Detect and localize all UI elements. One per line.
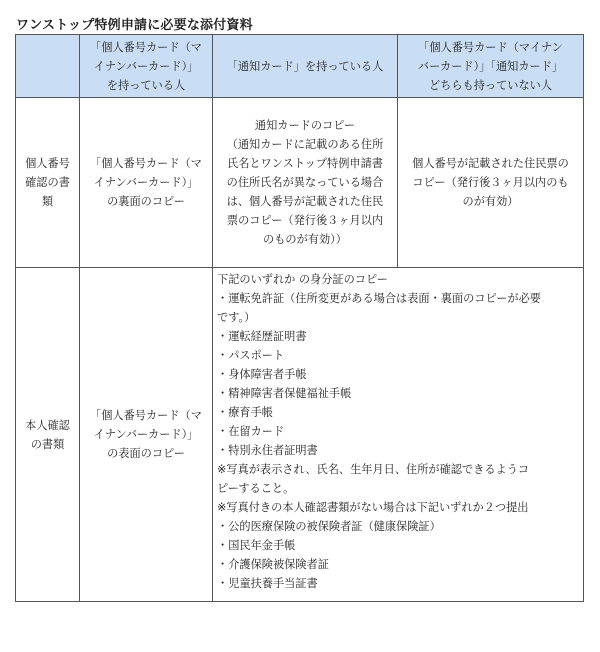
list-item: ピーすること。 (217, 482, 295, 495)
cell-mynumber-front-copy: 「個人番号カード（マ イナンバーカード）」 の表面のコピー (80, 268, 213, 602)
list-item: ・在留カード (217, 425, 285, 438)
list-item: ・身体障害者手帳 (217, 368, 307, 381)
list-item: 下記のいずれか の身分証のコピー (217, 273, 388, 286)
list-item: ・特別永住者証明書 (217, 444, 318, 457)
list-item: ・児童扶養手当証書 (217, 577, 318, 590)
row-label-number-confirmation: 個人番号 確認の書 類 (16, 98, 80, 268)
cell-identity-document-list (213, 268, 584, 602)
header-notification-card-holder: 「通知カード」を持っている人 (213, 35, 398, 98)
list-item: です。） (217, 311, 256, 324)
list-item: ・公的医療保険の被保険者証（健康保険証） (217, 520, 441, 533)
document-title: ワンストップ特例申請に必要な添付資料 (16, 18, 253, 33)
cell-notification-card-copy: 通知カードのコピー （通知カードに記載のある住所 氏名とワンストップ特例申請書 の住所氏名が異なっている場合 は、個人番号が記載された住民 票のコピー（発行後３ヶ月以内 のものが有効）） (213, 98, 398, 268)
row-number-confirmation (16, 98, 584, 268)
list-item: ・療育手帳 (217, 406, 273, 419)
header-row (16, 35, 584, 98)
list-item: ・運転経歴証明書 (217, 330, 307, 343)
list-item: ・運転免許証（住所変更がある場合は表面・裏面のコピーが必要 (217, 292, 541, 305)
list-item: ・介護保険被保険者証 (217, 558, 329, 571)
header-corner-cell (16, 35, 80, 98)
row-label-identity-confirmation: 本人確認 の書類 (16, 268, 80, 602)
list-item: ※写真が表示され、氏名、生年月日、住所が確認できるようコ (217, 463, 530, 476)
list-item: ・精神障害者保健福祉手帳 (217, 387, 352, 400)
header-neither-holder: 「個人番号カード（マイナン バーカード）」「通知カード」 どちらも持っていない人 (398, 35, 584, 98)
cell-resident-record-copy: 個人番号が記載された住民票の コピー（発行後３ヶ月以内のも のが有効） (398, 98, 584, 268)
list-item: ※写真付きの本人確認書類がない場合は下記いずれか２つ提出 (217, 501, 529, 514)
row-identity-confirmation (16, 268, 584, 602)
required-documents-table (15, 34, 584, 602)
header-mynumber-card-holder: 「個人番号カード（マ イナンバーカード）」 を持っている人 (80, 35, 213, 98)
list-item: ・パスポート (217, 349, 285, 362)
cell-mynumber-back-copy: 「個人番号カード（マ イナンバーカード）」 の裏面のコピー (80, 98, 213, 268)
list-item: ・国民年金手帳 (217, 539, 296, 552)
